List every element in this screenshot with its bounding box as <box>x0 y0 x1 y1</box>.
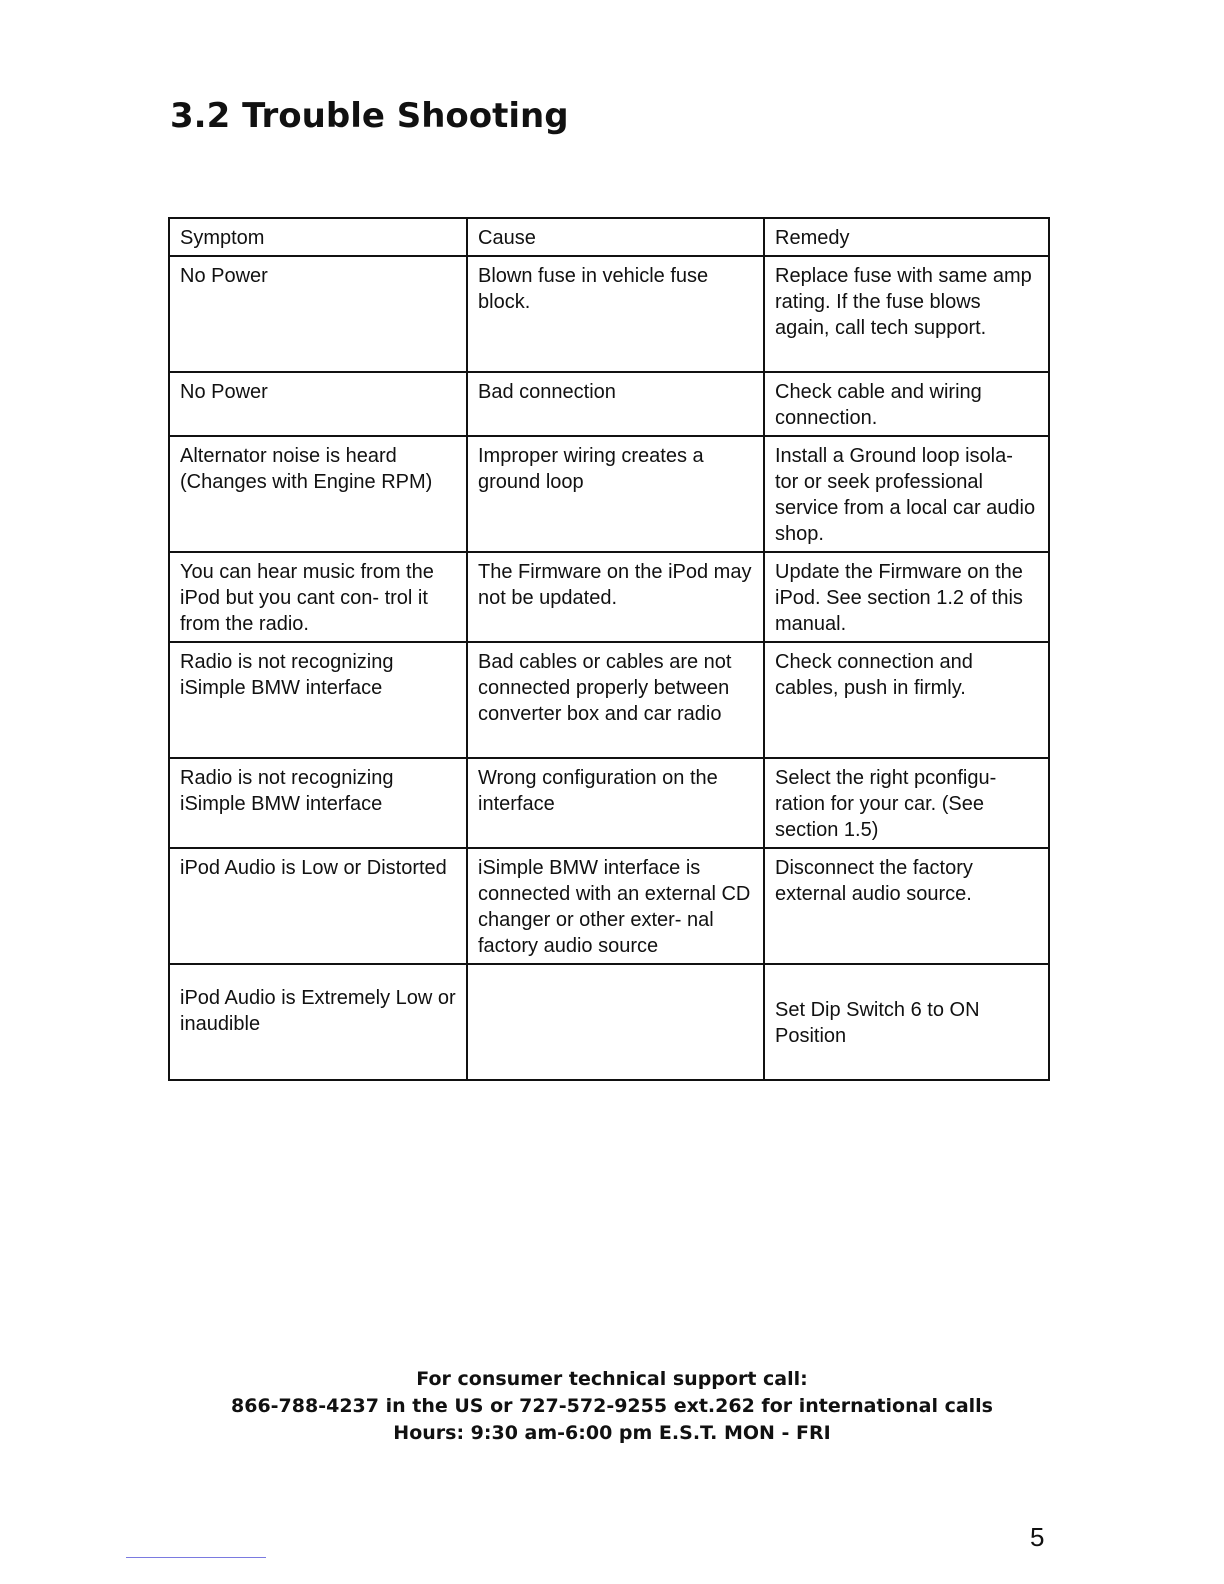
support-footer <box>0 1366 1224 1447</box>
header-cause: Cause <box>467 218 764 256</box>
remedy-cell: Install a Ground loop isola- tor or seek professional service from a local car audio shop. <box>764 436 1049 552</box>
remedy-cell: Check connection and cables, push in firmly. <box>764 642 1049 758</box>
cause-cell: Wrong configuration on the interface <box>467 758 764 848</box>
remedy-cell: Replace fuse with same amp rating. If the fuse blows again, call tech support. <box>764 256 1049 372</box>
cause-cell: Bad connection <box>467 372 764 436</box>
page-title: 3.2 Trouble Shooting <box>170 96 569 136</box>
remedy-cell: Update the Firmware on the iPod. See section 1.2 of this manual. <box>764 552 1049 642</box>
table-header-row <box>169 218 1049 256</box>
symptom-cell: Radio is not recognizing iSimple BMW interface <box>169 642 467 758</box>
table-row <box>169 848 1049 964</box>
cause-cell: iSimple BMW interface is connected with an external CD changer or other exter- nal factory audio source <box>467 848 764 964</box>
header-symptom: Symptom <box>169 218 467 256</box>
page-number: 5 <box>1030 1522 1045 1552</box>
symptom-cell: You can hear music from the iPod but you cant con- trol it from the radio. <box>169 552 467 642</box>
cause-cell: Bad cables or cables are not connected properly between converter box and car radio <box>467 642 764 758</box>
symptom-cell: Alternator noise is heard (Changes with Engine RPM) <box>169 436 467 552</box>
remedy-cell: Check cable and wiring connection. <box>764 372 1049 436</box>
symptom-cell: No Power <box>169 372 467 436</box>
header-remedy: Remedy <box>764 218 1049 256</box>
table-row <box>169 372 1049 436</box>
support-hours: Hours: 9:30 am-6:00 pm E.S.T. MON - FRI <box>393 1422 831 1444</box>
footnote-divider <box>126 1557 266 1558</box>
remedy-cell: Set Dip Switch 6 to ON Position <box>764 964 1049 1080</box>
table-row <box>169 758 1049 848</box>
symptom-cell: No Power <box>169 256 467 372</box>
cause-cell: Improper wiring creates a ground loop <box>467 436 764 552</box>
table-row <box>169 256 1049 372</box>
table-row <box>169 964 1049 1080</box>
table-row <box>169 552 1049 642</box>
symptom-cell: Radio is not recognizing iSimple BMW interface <box>169 758 467 848</box>
support-heading: For consumer technical support call: <box>416 1368 808 1390</box>
symptom-cell: iPod Audio is Extremely Low or inaudible <box>169 964 467 1080</box>
cause-cell <box>467 964 764 1080</box>
cause-cell: The Firmware on the iPod may not be updated. <box>467 552 764 642</box>
remedy-cell: Select the right pconfigu- ration for your car. (See section 1.5) <box>764 758 1049 848</box>
table-row <box>169 642 1049 758</box>
troubleshooting-table <box>168 217 1050 1081</box>
symptom-cell: iPod Audio is Low or Distorted <box>169 848 467 964</box>
table-row <box>169 436 1049 552</box>
support-phone-numbers: 866-788-4237 in the US or 727-572-9255 ext.262 for international calls <box>231 1395 993 1417</box>
remedy-cell: Disconnect the factory external audio source. <box>764 848 1049 964</box>
cause-cell: Blown fuse in vehicle fuse block. <box>467 256 764 372</box>
